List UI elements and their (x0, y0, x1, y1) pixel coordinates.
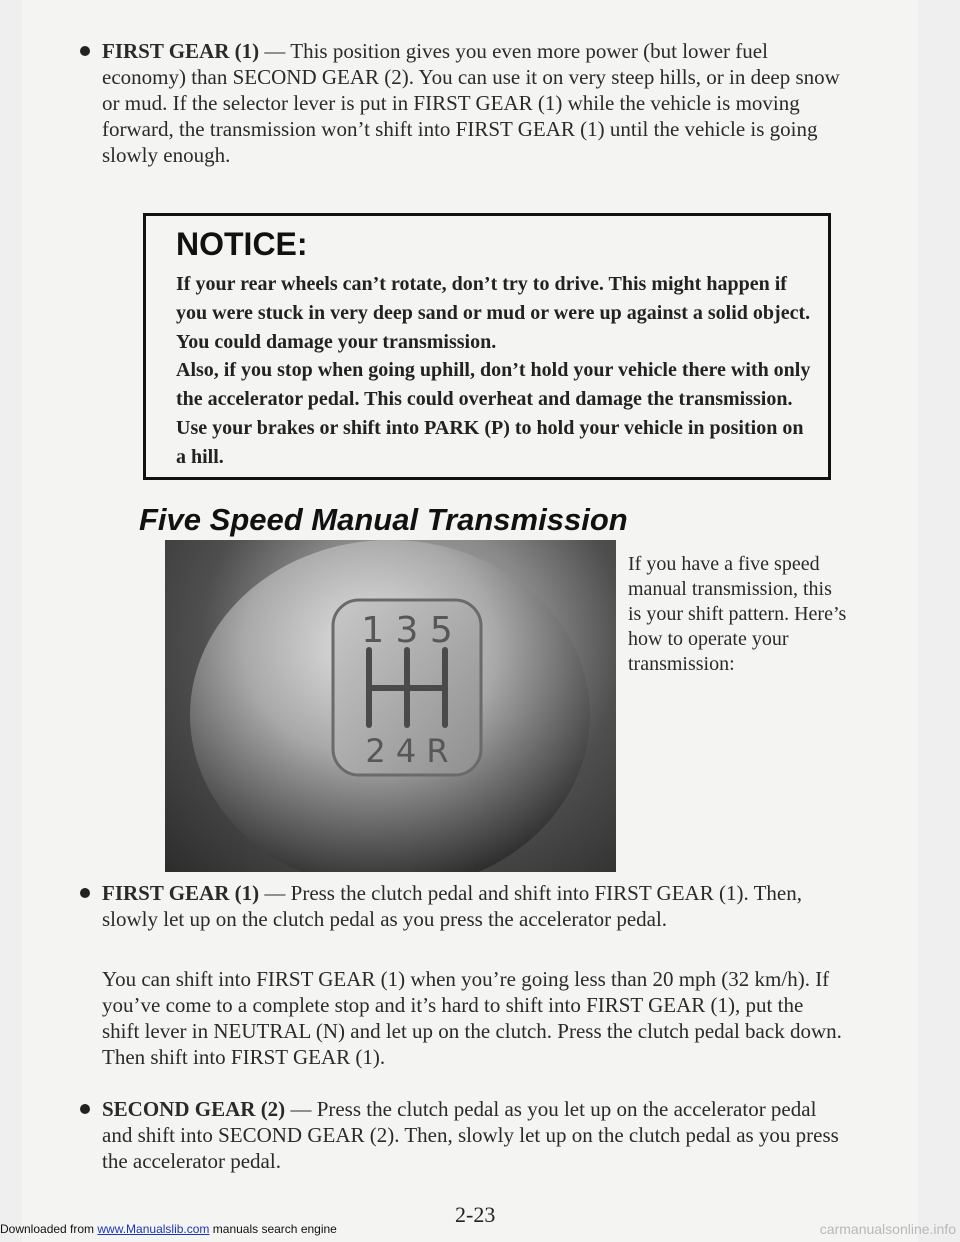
notice-paragraph-1: If your rear wheels can’t rotate, don’t try to drive. This might happen if you were stuck in very deep sand or mud or were up against a solid object. You could damage your transmission. (176, 273, 811, 353)
shift-pattern-bottom-labels: 2 4 R (365, 732, 449, 770)
notice-paragraph-2: Also, if you stop when going uphill, don’t hold your vehicle there with only the accelerator pedal. This could overheat and damage the transmission. Use your brakes or shift into PARK (P) to hold your vehicle in position on a hill. (176, 359, 811, 468)
download-footer (0, 1222, 337, 1236)
section-title: Five Speed Manual Transmission (139, 502, 628, 537)
bullet-lead: FIRST GEAR (1) (102, 881, 260, 905)
bullet-icon (80, 1104, 90, 1114)
bullet-first-gear-manual (102, 880, 842, 932)
manual-page (22, 0, 918, 1242)
shift-knob-photo (165, 540, 616, 872)
section-intro: If you have a five speed manual transmission, this is your shift pattern. Here’s how to operate your transmission: (628, 553, 847, 675)
shift-pattern-top-labels: 1 3 5 (361, 610, 453, 651)
footer-prefix: Downloaded from (0, 1222, 98, 1236)
watermark: carmanualsonline.info (819, 1221, 956, 1237)
bullet-lead: FIRST GEAR (1) (102, 39, 260, 63)
bullet-second-gear-manual (102, 1096, 842, 1174)
footer-suffix: manuals search engine (209, 1222, 337, 1236)
shift-knob-icon (165, 540, 616, 872)
manualslib-link[interactable]: www.Manualslib.com (97, 1222, 210, 1236)
bullet-text: — This position gives you even more power (but lower fuel economy) than SECOND GEAR (2). You can use it on very steep hills, or in deep snow or mud. If the selector lever is put in FIRST GEAR (1) while the vehicle is moving forward, the transmission won’t shift into FIRST GEAR (1) until the vehicle is going slowly enough. (102, 39, 840, 167)
bullet-icon (80, 46, 90, 56)
bullet-text: — Press the clutch pedal and shift into FIRST GEAR (1). Then, slowly let up on the clutch pedal as you press the accelerator pedal. (102, 881, 802, 931)
notice-title: NOTICE: (176, 226, 308, 262)
bullet-text: — Press the clutch pedal as you let up on the accelerator pedal and shift into SECOND GEAR (2). Then, slowly let up on the clutch pedal as you press the accelerator pedal. (102, 1097, 839, 1173)
notice-box (143, 213, 831, 480)
bullet-icon (80, 888, 90, 898)
bullet-first-gear-automatic (102, 38, 842, 168)
page-number: 2-23 (455, 1202, 496, 1227)
bullet-lead: SECOND GEAR (2) (102, 1097, 286, 1121)
first-gear-note: You can shift into FIRST GEAR (1) when you’re going less than 20 mph (32 km/h). If you’ve come to a complete stop and it’s hard to shift into FIRST GEAR (1), put the shift lever in NEUTRAL (N) and let up on the clutch. Press the clutch pedal back down. Then shift into FIRST GEAR (1). (102, 967, 842, 1069)
